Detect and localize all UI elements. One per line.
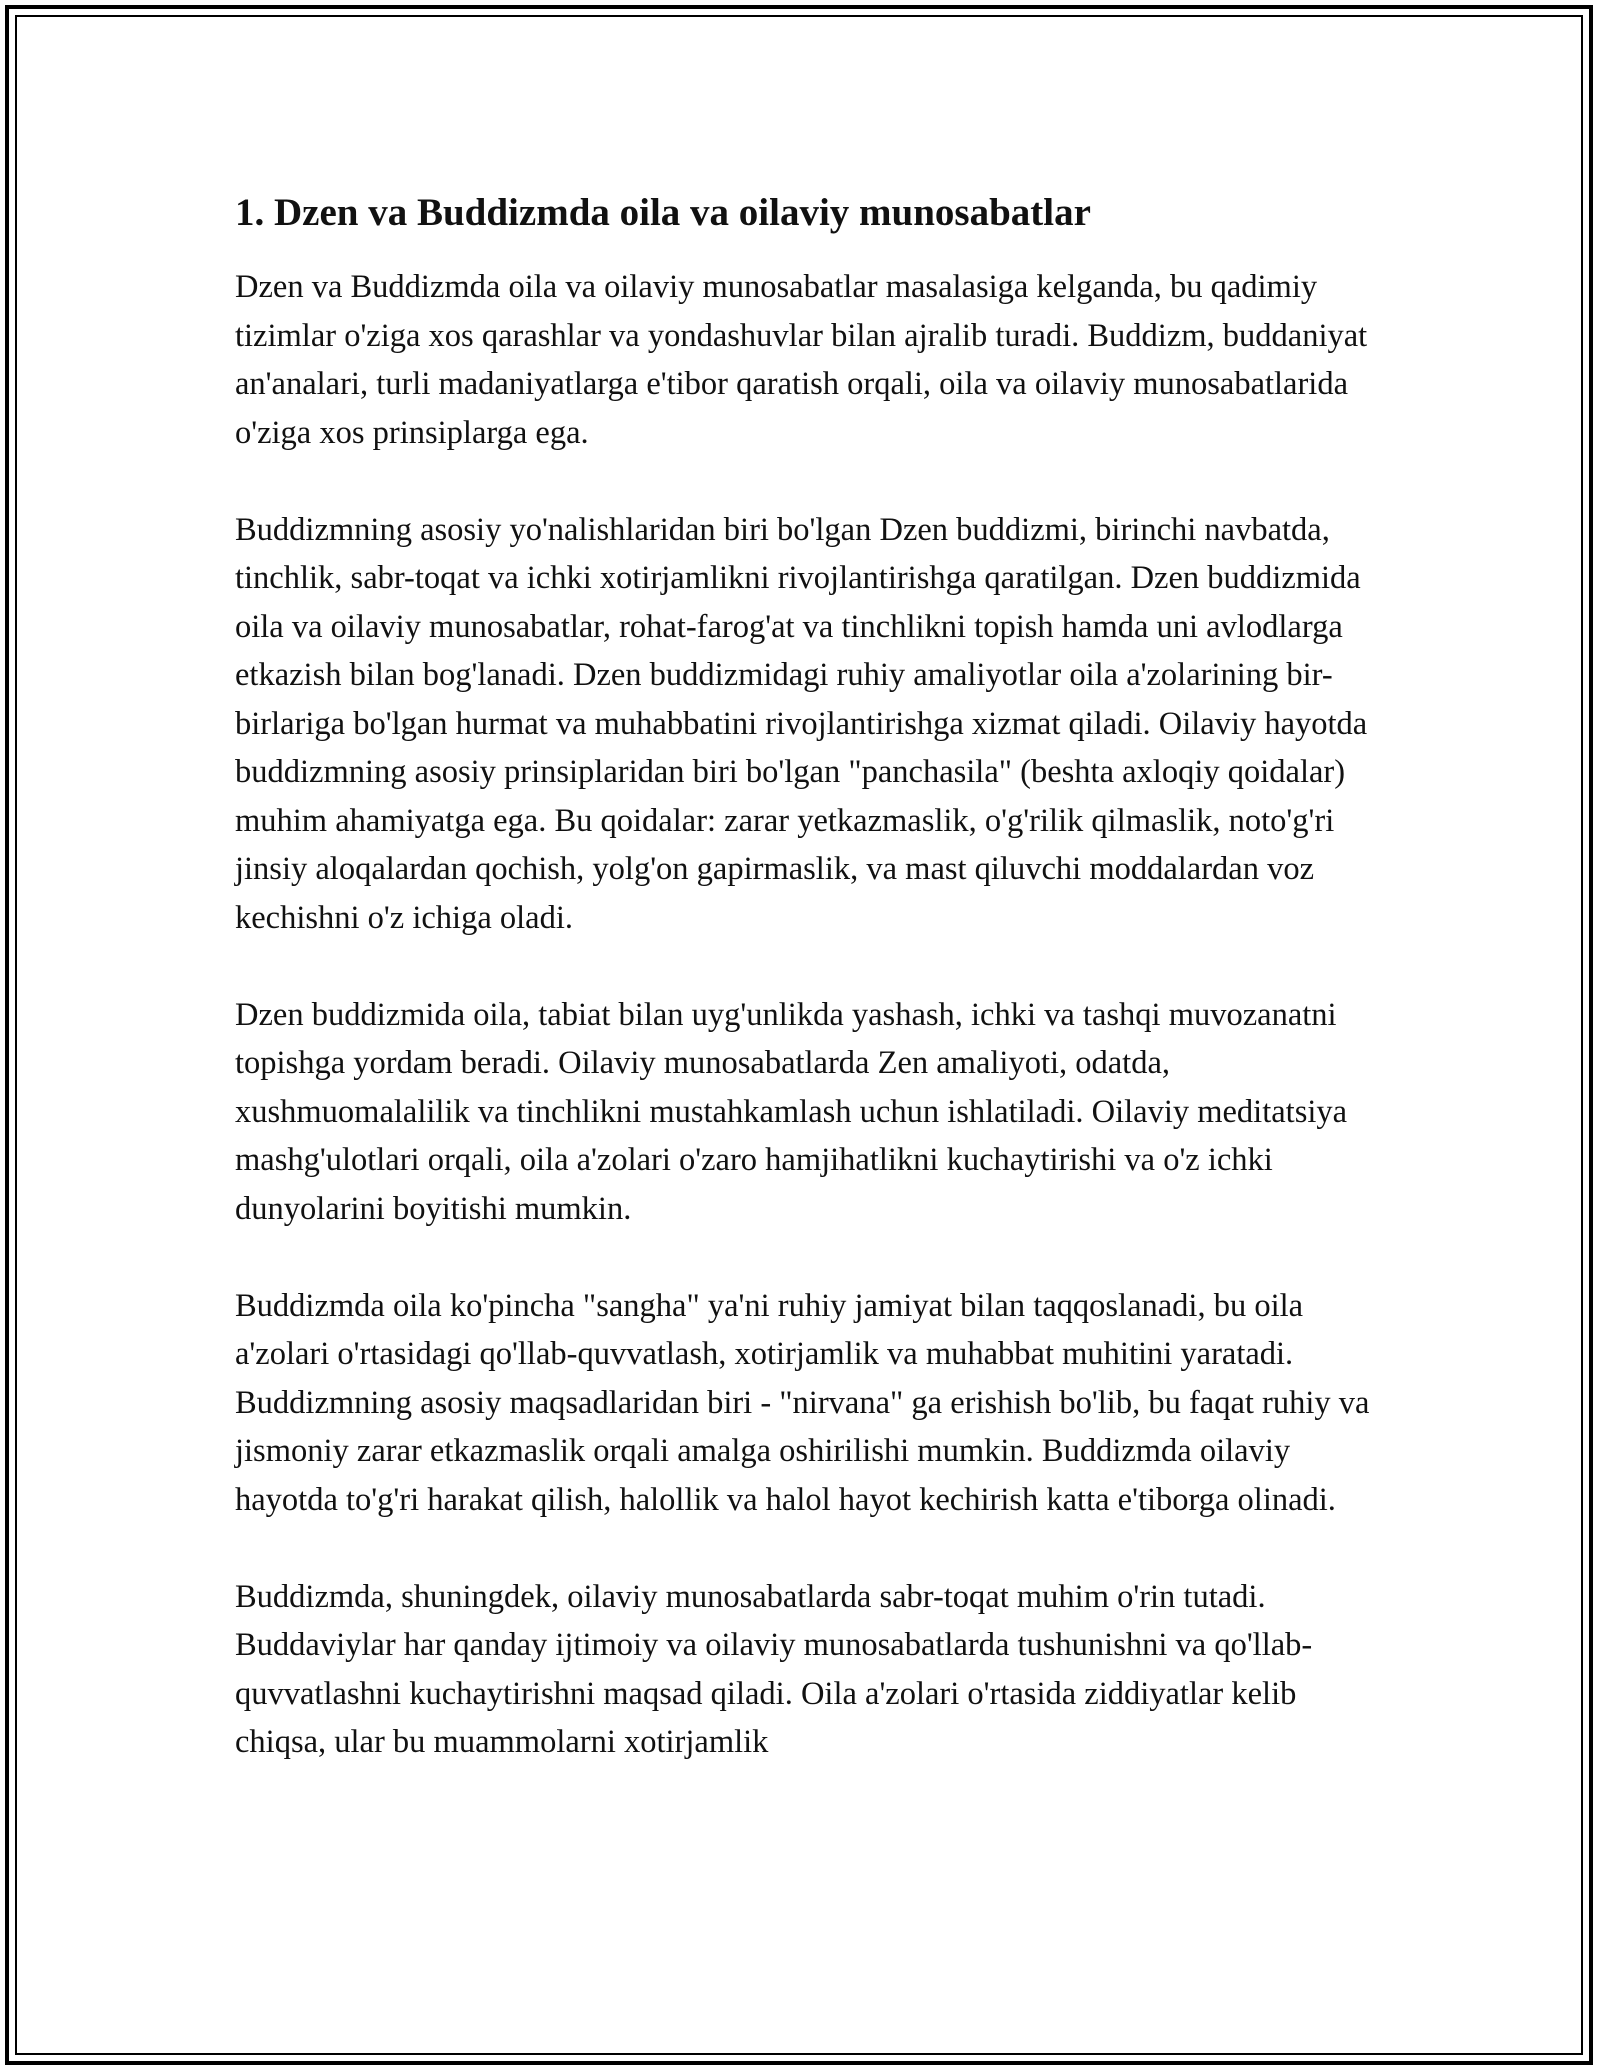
paragraph-zen-family: Dzen buddizmida oila, tabiat bilan uyg'unlikda yashash, ichki va tashqi muvozanatni topishga yordam beradi. Oilaviy munosabatlarda Zen amaliyoti, odatda, xushmuomalalilik va tinchlikni mustahkamlash uchun ishlatiladi. Oilaviy meditatsiya mashg'ulotlari orqali, oila a'zolari o'zaro hamjihatlikni kuchaytirishi va o'z ichki dunyolarini boyitishi mumkin. <box>235 996 1348 1227</box>
section-heading: 1. Dzen va Buddizmda oila va oilaviy munosabatlar <box>235 191 1091 234</box>
paragraph-intro: Dzen va Buddizmda oila va oilaviy munosabatlar masalasiga kelganda, bu qadimiy tizimlar o'ziga xos qarashlar va yondashuvlar bilan ajralib turadi. Buddizm, buddaniyat an'analari, turli madaniyatlarga e'tibor qaratish orqali, oila va oilaviy munosabatlarida o'ziga xos prinsiplarga ega. <box>235 269 1368 451</box>
document-body <box>235 185 1375 1815</box>
paragraph-patience: Buddizmda, shuningdek, oilaviy munosabatlarda sabr-toqat muhim o'rin tutadi. Buddaviylar har qanday ijtimoiy va oilaviy munosabatlarda tushunishni va qo'llab-quvvatlashni kuchaytirishni maqsad qiladi. Oila a'zolari o'rtasida ziddiyatlar kelib chiqsa, ular bu muammolarni xotirjamlik <box>235 1578 1313 1760</box>
paragraph-sangha: Buddizmda oila ko'pincha "sangha" ya'ni ruhiy jamiyat bilan taqqoslanadi, bu oila a'zolari o'rtasidagi qo'llab-quvvatlash, xotirjamlik va muhabbat muhitini yaratadi. Buddizmning asosiy maqsadlaridan biri - "nirvana" ga erishish bo'lib, bu faqat ruhiy va jismoniy zarar etkazmaslik orqali amalga oshirilishi mumkin. Buddizmda oilaviy hayotda to'g'ri harakat qilish, halollik va halol hayot kechirish katta e'tiborga olinadi. <box>235 1287 1370 1518</box>
paragraph-zen-buddhism: Buddizmning asosiy yo'nalishlaridan biri bo'lgan Dzen buddizmi, birinchi navbatda, tinchlik, sabr-toqat va ichki xotirjamlikni rivojlantirishga qaratilgan. Dzen buddizmida oila va oilaviy munosabatlar, rohat-farog'at va tinchlikni topish hamda uni avlodlarga etkazish bilan bog'lanadi. Dzen buddizmidagi ruhiy amaliyotlar oila a'zolarining bir-birlariga bo'lgan hurmat va muhabbatini rivojlantirishga xizmat qiladi. Oilaviy hayotda buddizmning asosiy prinsiplaridan biri bo'lgan "panchasila" (beshta axloqiy qoidalar) muhim ahamiyatga ega. Bu qoidalar: zarar yetkazmaslik, o'g'rilik qilmaslik, noto'g'ri jinsiy aloqalardan qochish, yolg'on gapirmaslik, va mast qiluvchi moddalardan voz kechishni o'z ichiga oladi. <box>235 511 1368 936</box>
